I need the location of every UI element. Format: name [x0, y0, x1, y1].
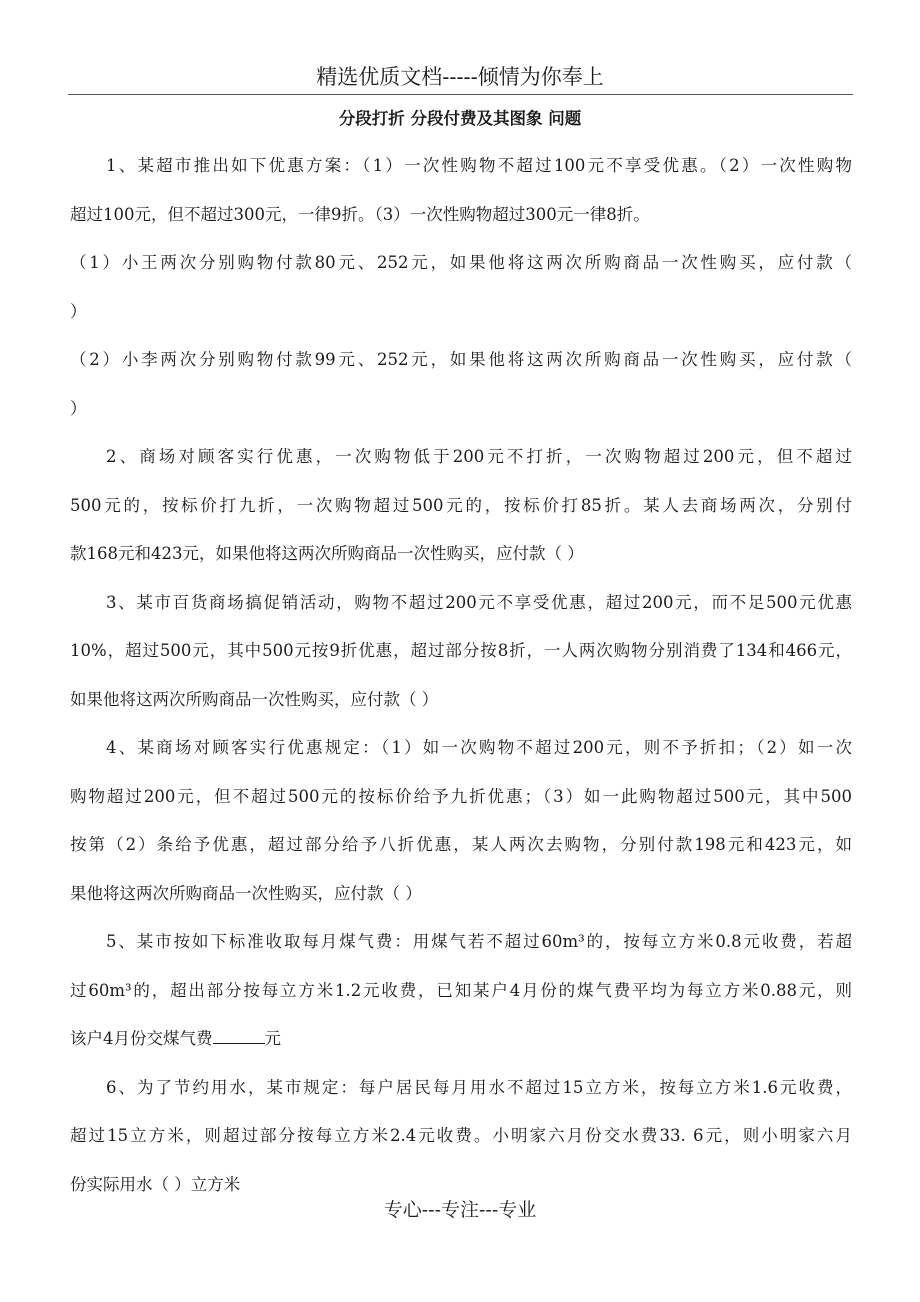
page-footer: 专心---专注---专业 — [383, 1199, 537, 1221]
q6-line-2: 超过15立方米，则超过部分按每立方米2.4元收费。小明家六月份交水费33. 6元，则小明家六月 — [70, 1126, 852, 1145]
document-body — [70, 150, 852, 1217]
q5-line-3 — [70, 1023, 852, 1072]
header-divider — [68, 94, 853, 95]
q3-line-1: 3、某市百货商场搞促销活动，购物不超过200元不享受优惠，超过200元，而不足500元优惠 — [106, 592, 852, 612]
q2-line-2: 500元的，按标价打九折，一次购物超过500元的，按标价打85折。某人去商场两次，分别付 — [70, 495, 852, 515]
q5-line-1: 5、某市按如下标准收取每月煤气费：用煤气若不超过60m³的，按每立方米0.8元收费，若超 — [106, 932, 852, 951]
q3-line-2: 10%，超过500元，其中500元按9折优惠，超过部分按8折，一人两次购物分别消费了134和466元， — [70, 641, 852, 660]
q1-sub1-line-2: ） — [70, 301, 87, 321]
q1-sub1-line-1: （1）小王两次分别购物付款80元、252元，如果他将这两次所购商品一次性购买，应付款（ — [70, 253, 852, 272]
q5-line-3-text: 该户4月份交煤气费 — [70, 1029, 213, 1048]
q5-unit: 元 — [264, 1029, 281, 1048]
q4-line-3: 按第（2）条给予优惠，超过部分给予八折优惠，某人两次去购物，分别付款198元和423元，如 — [70, 835, 852, 854]
q4-line-1: 4、某商场对顾客实行优惠规定：（1）如一次购物不超过200元，则不予折扣；（2）如一次 — [106, 738, 852, 757]
page-header: 精选优质文档-----倾情为你奉上 — [316, 65, 604, 89]
q4-line-4: 果他将这两次所购商品一次性购买，应付款（ ） — [70, 883, 422, 903]
q1-sub2-line-2: ） — [70, 398, 87, 418]
q4-line-2: 购物超过200元，但不超过500元的按标价给予九折优惠；（3）如一此购物超过500元，其中500 — [70, 786, 852, 806]
q6-line-3: 份实际用水（ ）立方米 — [70, 1174, 241, 1194]
answer-blank — [213, 1025, 265, 1044]
q2-line-3: 款168元和423元，如果他将这两次所购商品一次性购买，应付款（ ） — [70, 544, 584, 563]
q2-line-1: 2、商场对顾客实行优惠，一次购物低于200元不打折，一次购物超过200元，但不超过 — [106, 447, 852, 466]
document-title: 分段打折 分段付费及其图象 问题 — [338, 109, 582, 128]
q1-sub2-line-1: （2）小李两次分别购物付款99元、252元，如果他将这两次所购商品一次性购买，应付款（ — [70, 350, 852, 369]
q3-line-3: 如果他将这两次所购商品一次性购买，应付款（ ） — [70, 689, 439, 709]
q5-line-2: 过60m³的，超出部分按每立方米1.2元收费，已知某户4月份的煤气费平均为每立方米0.88元，则 — [70, 980, 852, 1000]
q6-line-1: 6、为了节约用水，某市规定：每户居民每月用水不超过15立方米，按每立方米1.6元收费， — [106, 1077, 852, 1097]
q1-line-1: 1、某超市推出如下优惠方案：（1）一次性购物不超过100元不享受优惠。（2）一次性购物 — [106, 156, 852, 175]
q1-line-2: 超过100元，但不超过300元，一律9折。（3）一次性购物超过300元一律8折。 — [70, 204, 650, 224]
